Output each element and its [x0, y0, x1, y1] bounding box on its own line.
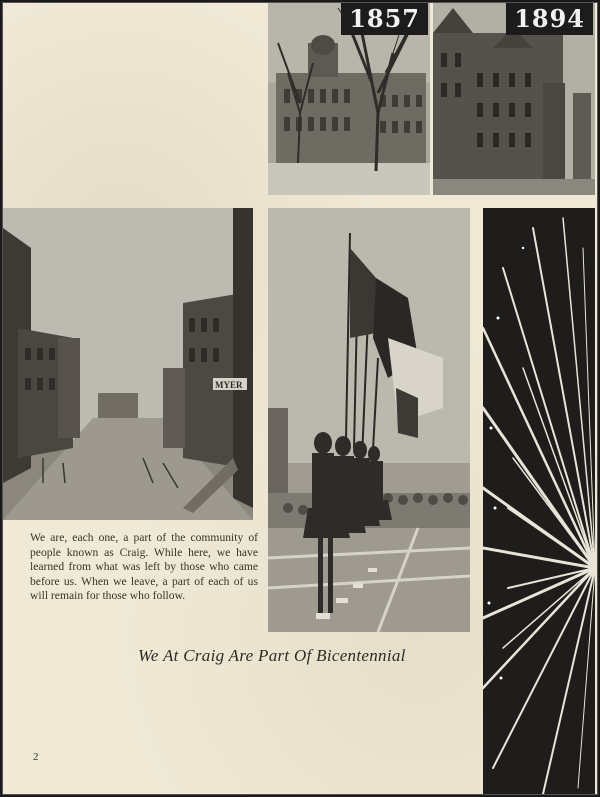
page-number: 2 — [33, 751, 39, 763]
photo-school-1894 — [433, 3, 595, 195]
caption-text: We are, each one, a part of the community of people known as Craig. While here, we have learned from what was left by those who came before us. When we leave, a part of each of us will remain for those who follow. — [30, 531, 258, 603]
page-headline: We At Craig Are Part Of Bicentennial — [138, 646, 406, 665]
yearbook-page — [2, 2, 598, 795]
fireworks-illustration — [483, 208, 595, 794]
flag-parade-illustration — [268, 208, 470, 632]
main-street-illustration — [3, 208, 253, 520]
photo-school-1857 — [268, 3, 430, 195]
year-tag-1857: 1857 — [341, 3, 428, 35]
photo-main-street — [3, 208, 253, 520]
myer-sign: MYER — [215, 380, 243, 390]
year-tag-1894: 1894 — [506, 3, 593, 35]
photo-flag-parade — [268, 208, 470, 632]
photo-fireworks — [483, 208, 595, 794]
